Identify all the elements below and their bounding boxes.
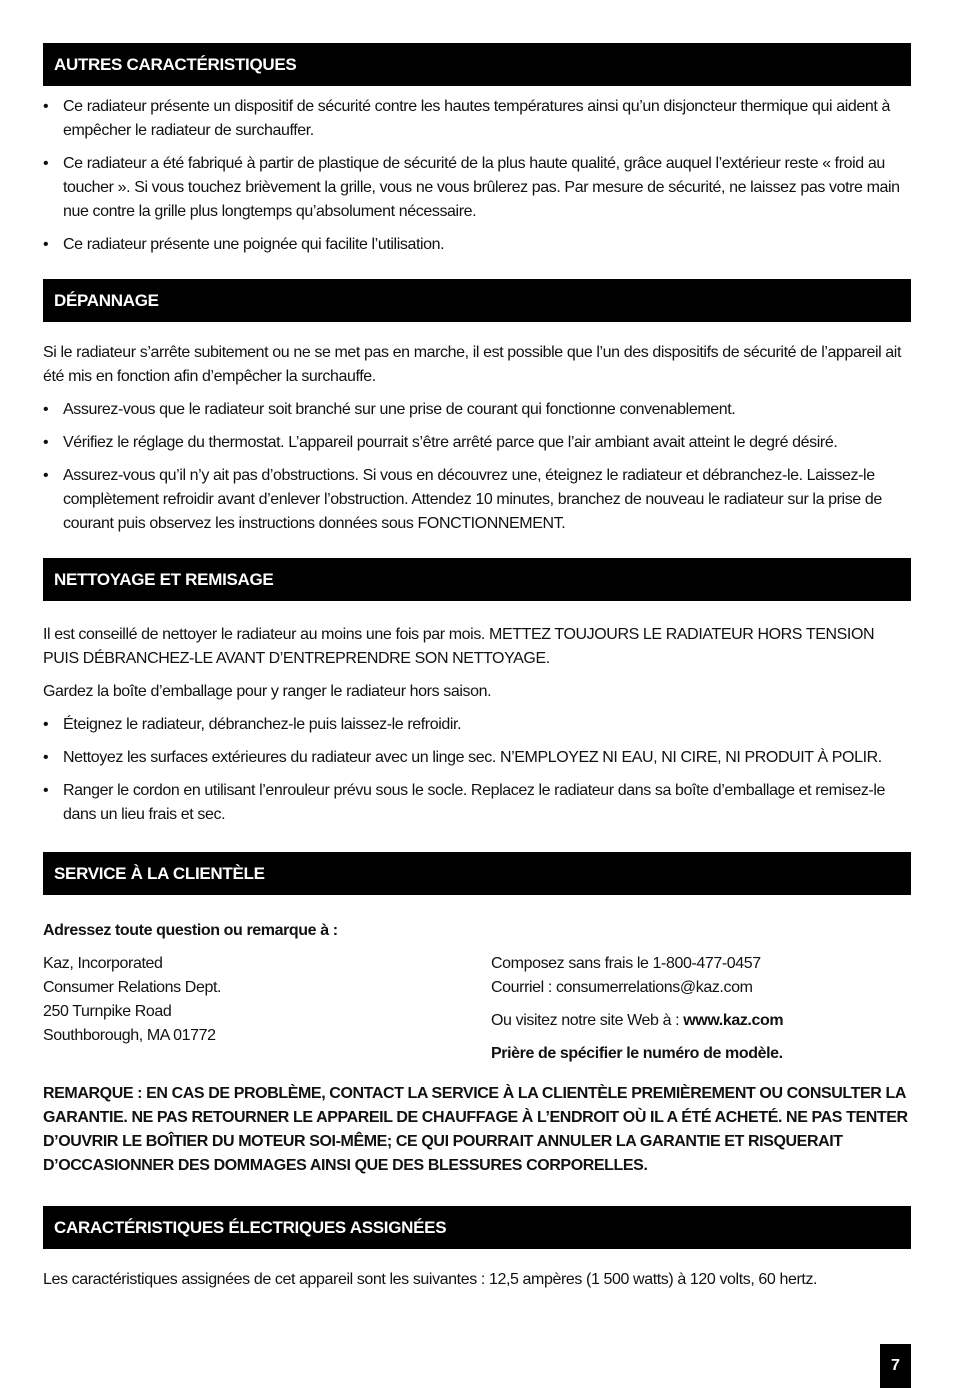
model-number-note: Prière de spécifier le numéro de modèle. <box>491 1045 783 1062</box>
electrical-rating-text: Les caractéristiques assignées de cet appareil sont les suivantes : 12,5 ampères (1 500 watts) à 120 volts, 60 hertz. <box>43 1271 818 1288</box>
address-line: 250 Turnpike Road <box>43 1003 172 1020</box>
section-header-depannage: DÉPANNAGE <box>43 279 911 322</box>
list-item: • Ce radiateur présente un dispositif de sécurité contre les hautes températures ainsi qu’un disjoncteur thermique qui aident à empêcher le radiateur de surchauffer. <box>43 95 911 143</box>
list-item: • Assurez-vous que le radiateur soit branché sur une prise de courant qui fonctionne convenablement. <box>43 398 911 422</box>
list-item: • Assurez-vous qu’il n’y ait pas d’obstructions. Si vous en découvrez une, éteignez le radiateur et débranchez-le. Laissez-le complètement refroidir avant d’enlever l’obstruction. Attendez 10 minutes, branchez de nouveau le radiateur sur la prise de courant puis observez les instructions données sous FONCTIONNEMENT. <box>43 464 911 536</box>
list-item: • Ce radiateur présente une poignée qui facilite l’utilisation. <box>43 233 911 257</box>
depannage-content <box>43 341 911 545</box>
nettoyage-intro: Il est conseillé de nettoyer le radiateur au moins une fois par mois. METTEZ TOUJOURS LE RADIATEUR HORS TENSION PUIS DÉBRANCHEZ-LE AVANT D’ENTREPRENDRE SON NETTOYAGE. <box>43 626 875 667</box>
address-line: Southborough, MA 01772 <box>43 1027 216 1044</box>
depannage-intro: Si le radiateur s’arrête subitement ou ne se met pas en marche, il est possible que l’un des dispositifs de sécurité de l’appareil ait été mis en fonction afin d’empêcher la surchauffe. <box>43 344 902 385</box>
email-address: Courriel : consumerrelations@kaz.com <box>491 979 753 996</box>
list-item: • Ranger le cordon en utilisant l’enrouleur prévu sous le socle. Replacez le radiateur dans sa boîte d’emballage et remisez-le dans un lieu frais et sec. <box>43 779 911 827</box>
page-number: 7 <box>880 1344 911 1388</box>
address-line: Consumer Relations Dept. <box>43 979 222 996</box>
address-line: Kaz, Incorporated <box>43 955 163 972</box>
section-header-nettoyage: NETTOYAGE ET REMISAGE <box>43 558 911 601</box>
autres-caracteristiques-list <box>43 95 911 266</box>
list-item: • Éteignez le radiateur, débranchez-le puis laissez-le refroidir. <box>43 713 911 737</box>
remarque-warning: REMARQUE : EN CAS DE PROBLÈME, CONTACT LA SERVICE À LA CLIENTÈLE PREMIÈREMENT OU CONSULTER LA GARANTIE. NE PAS RETOURNER LE APPAREIL DE CHAUFFAGE À L’ENDROIT OÙ IL A ÉTÉ ACHETÉ. NE PAS TENTER D’OUVRIR LE BOÎTIER DU MOTEUR SOI-MÊME; CE QUI POURRAIT ANNULER LA GARANTIE ET RISQUERAIT D’OCCASIONNER DES DOMMAGES AINSI QUE DES BLESSURES CORPORELLES. <box>43 1085 908 1174</box>
phone-number: Composez sans frais le 1-800-477-0457 <box>491 955 761 972</box>
contact-info <box>491 952 911 1066</box>
list-item: • Ce radiateur a été fabriqué à partir de plastique de sécurité de la plus haute qualité, grâce auquel l’extérieur reste « froid au toucher ». Si vous touchez brièvement la grille, vous ne vous brûlerez pas. Par mesure de sécurité, ne laissez pas votre main nue contre la grille plus longtemps qu’absolument nécessaire. <box>43 152 911 224</box>
section-header-autres-caracteristiques: AUTRES CARACTÉRISTIQUES <box>43 43 911 86</box>
nettoyage-content <box>43 623 911 836</box>
section-header-electrique: CARACTÉRISTIQUES ÉLECTRIQUES ASSIGNÉES <box>43 1206 911 1249</box>
section-header-service: SERVICE À LA CLIENTÈLE <box>43 852 911 895</box>
website-prefix: Ou visitez notre site Web à : <box>491 1012 684 1029</box>
service-heading: Adressez toute question ou remarque à : <box>43 922 338 939</box>
list-item: • Nettoyez les surfaces extérieures du radiateur avec un linge sec. N’EMPLOYEZ NI EAU, NI CIRE, NI PRODUIT À POLIR. <box>43 746 911 770</box>
website-link[interactable]: www.kaz.com <box>683 1012 784 1029</box>
company-address <box>43 952 463 1048</box>
nettoyage-box-note: Gardez la boîte d’emballage pour y ranger le radiateur hors saison. <box>43 683 492 700</box>
list-item: • Vérifiez le réglage du thermostat. L’appareil pourrait s’être arrêté parce que l’air ambiant avait atteint le degré désiré. <box>43 431 911 455</box>
website-line <box>491 1009 911 1033</box>
